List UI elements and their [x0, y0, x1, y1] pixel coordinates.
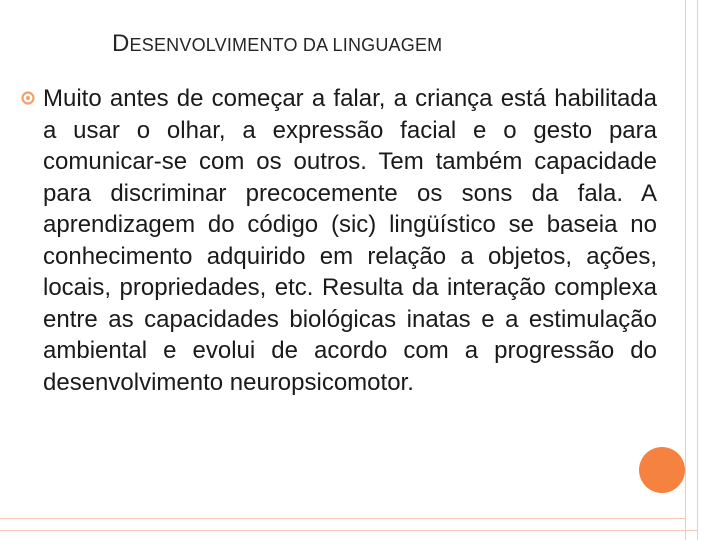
circle-bullet-icon — [21, 91, 35, 105]
slide-title-rest: ESENVOLVIMENTO DA LINGUAGEM — [129, 35, 443, 55]
accent-circle — [639, 447, 685, 493]
frame-horizontal-line-outer — [0, 530, 698, 531]
slide-title-first-letter: D — [112, 30, 130, 57]
frame-vertical-line-outer — [697, 0, 698, 540]
frame-horizontal-line-inner — [0, 518, 686, 519]
slide-title — [112, 30, 442, 58]
bullet-paragraph: Muito antes de começar a falar, a criança está habilitada a usar o olhar, a expressão facial e o gesto para comunicar-se com os outros. Tem também capacidade para discriminar precocemente os sons da fala. A aprendizagem do código (sic) lingüístico se baseia no conhecimento adquirido em relação a objetos, ações, locais, propriedades, etc. Resulta da interação complexa entre as capacidades biológicas inatas e a estimulação ambiental e evolui de acordo com a progressão do desenvolvimento neuropsicomotor. — [43, 85, 657, 396]
frame-vertical-line-inner — [685, 0, 686, 540]
